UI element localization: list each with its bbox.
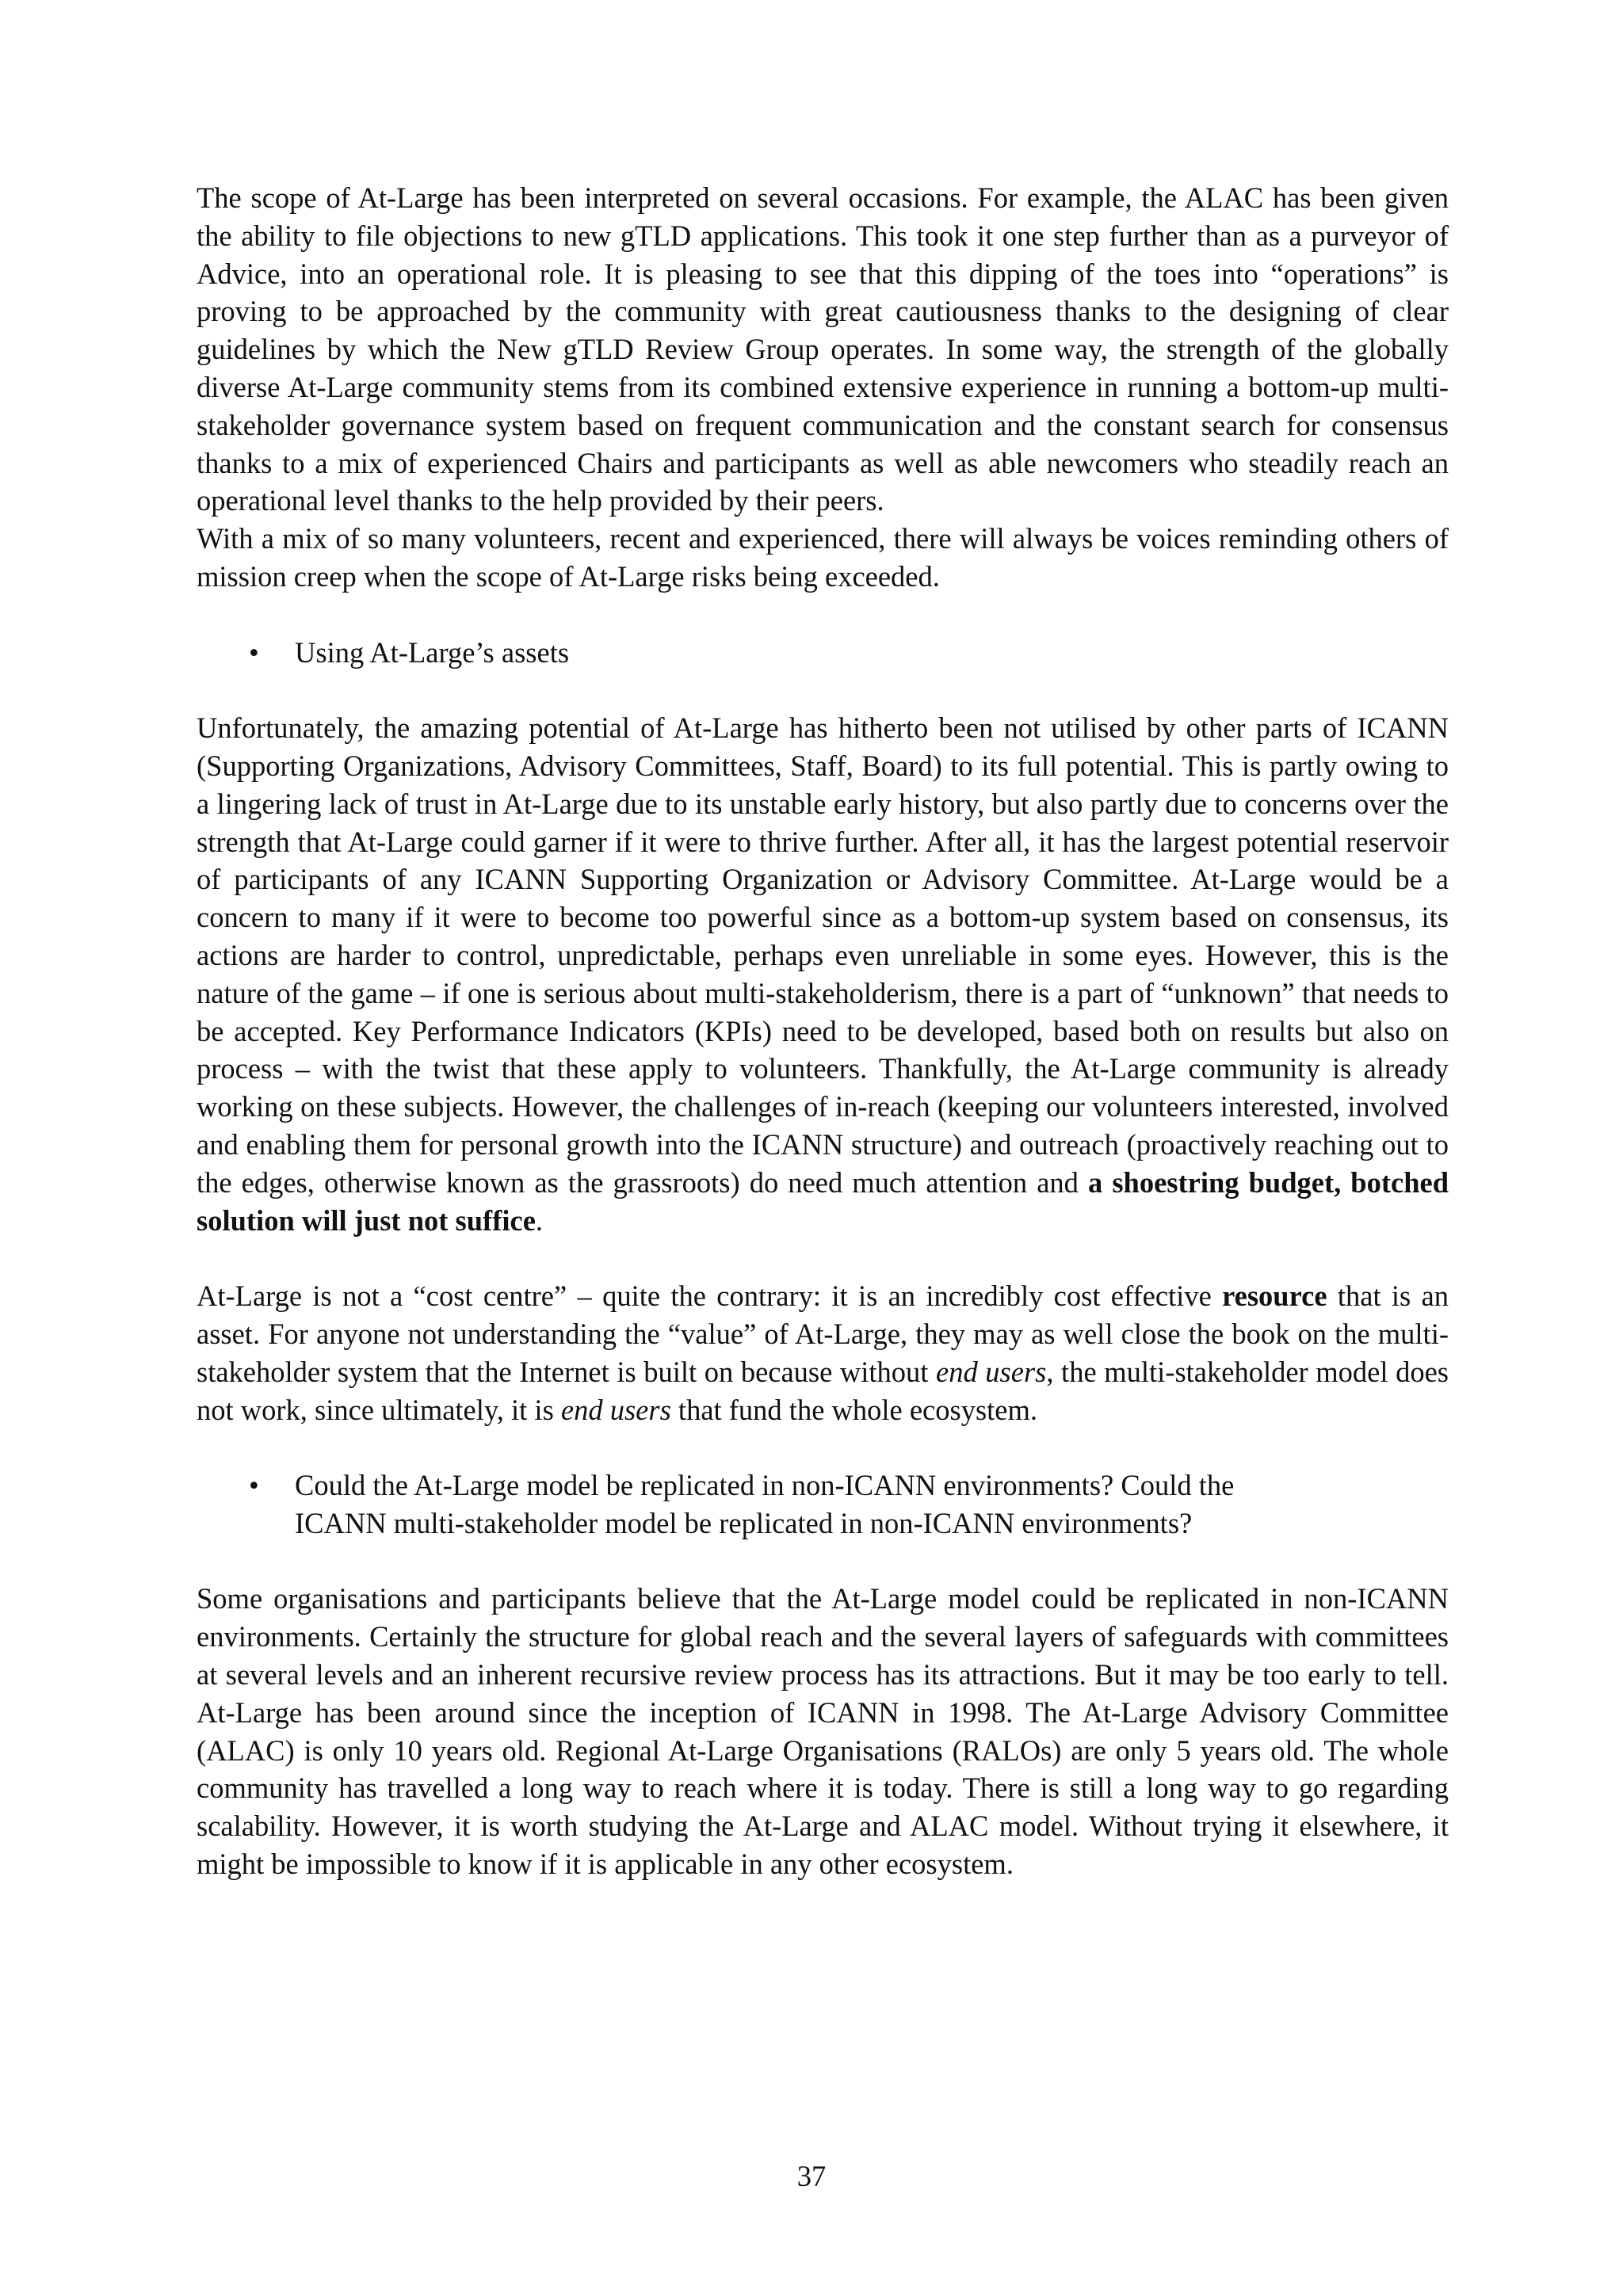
bullet-text-line: Could the At-Large model be replicated in non-ICANN environments? Could the xyxy=(295,1469,1235,1502)
paragraph-gap xyxy=(197,596,1449,634)
paragraph-gap xyxy=(197,1428,1449,1466)
paragraph-text: Unfortunately, the amazing potential of At-Large has hitherto been not utilised by other parts of ICANN (Supporting Organizations, Advisory Committees, Staff, Board) to its full potential. This is partly owing to a lingering lack of trust in At-Large due to its unstable early history, but also partly due to concerns over the strength that At-Large could garner if it were to thrive further. After all, it has the largest potential reservoir of participants of any ICANN Supporting Organization or Advisory Committee. At-Large would be a concern to many if it were to become too powerful since as a bottom-up system based on consensus, its actions are harder to control, unpredictable, perhaps even unreliable in some eyes. However, this is the nature of the game – if one is serious about multi-stakeholderism, there is a part of “unknown” that needs to be accepted. Key Performance Indicators (KPIs) need to be developed, based both on results but also on process – with the twist that these apply to volunteers. Thankfully, the At-Large community is already working on these subjects. However, the challenges of in-reach (keeping our volunteers interested, involved and enabling them for personal growth into the ICANN structure) and outreach (proactively reaching out to the edges, otherwise known as the grassroots) do need much attention and xyxy=(197,711,1449,1199)
paragraph-text: that is an asset. For anyone not understanding the “value” of At-Large, they may as well close the book on the multi-stakeholder system that the Internet is built on because without xyxy=(197,1280,1449,1388)
paragraph-gap xyxy=(197,671,1449,709)
paragraph-gap xyxy=(197,1239,1449,1277)
italic-phrase: end users xyxy=(936,1355,1047,1388)
paragraph-text: , the multi-stakeholder model does not work, since ultimately, it is xyxy=(197,1355,1449,1426)
paragraph-replication: Some organisations and participants believe that the At-Large model could be replicated in non-ICANN environments. Certainly the structure for global reach and the several layers of safeguards with committees at several levels and an inherent recursive review process has its attractions. But it may be too early to tell. At-Large has been around since the inception of ICANN in 1998. The At-Large Advisory Committee (ALAC) is only 10 years old. Regional At-Large Organisations (RALOs) are only 5 years old. The whole community has travelled a long way to reach where it is today. There is still a long way to go regarding scalability. However, it is worth studying the At-Large and ALAC model. Without trying it elsewhere, it might be impossible to know if it is applicable in any other ecosystem. xyxy=(197,1582,1449,1881)
paragraph-potential xyxy=(197,709,1449,1239)
bold-phrase: resource xyxy=(1222,1280,1327,1313)
bullet-icon: • xyxy=(249,1469,259,1502)
page-number: 37 xyxy=(796,2160,827,2192)
paragraph-text: that fund the whole ecosystem. xyxy=(670,1393,1038,1426)
bullet-icon: • xyxy=(249,635,259,669)
bullet-text-line: ICANN multi-stakeholder model be replicated in non-ICANN environments? xyxy=(295,1506,1193,1539)
bullet-item-assets xyxy=(197,634,1449,672)
paragraph-mission-creep: With a mix of so many volunteers, recent and experienced, there will always be voices reminding others of mission creep when the scope of At-Large risks being exceeded. xyxy=(197,522,1449,593)
paragraph-text: At-Large is not a “cost centre” – quite the contrary: it is an incredibly cost effective xyxy=(197,1280,1223,1313)
italic-phrase: end users xyxy=(560,1393,671,1426)
paragraph-scope: The scope of At-Large has been interpreted on several occasions. For example, the ALAC has been given the ability to file objections to new gTLD applications. This took it one step further than as a purveyor of Advice, into an operational role. It is pleasing to see that this dipping of the toes into “operations” is proving to be approached by the community with great cautiousness thanks to the designing of clear guidelines by which the New gTLD Review Group operates. In some way, the strength of the globally diverse At-Large community stems from its combined extensive experience in running a bottom-up multi-stakeholder governance system based on frequent communication and the constant search for consensus thanks to a mix of experienced Chairs and participants as well as able newcomers who steadily reach an operational level thanks to the help provided by their peers. xyxy=(197,181,1449,517)
bullet-text: Using At-Large’s assets xyxy=(295,635,570,669)
bullet-list-replication xyxy=(197,1466,1449,1543)
bullet-item-replication xyxy=(197,1466,1449,1543)
document-page xyxy=(197,179,1449,1883)
bullet-list-assets xyxy=(197,634,1449,672)
paragraph-cost-centre xyxy=(197,1277,1449,1428)
paragraph-text: . xyxy=(535,1203,544,1237)
paragraph-gap xyxy=(197,1543,1449,1581)
bold-phrase: a shoestring budget, botched solution will just not suffice xyxy=(197,1165,1449,1237)
